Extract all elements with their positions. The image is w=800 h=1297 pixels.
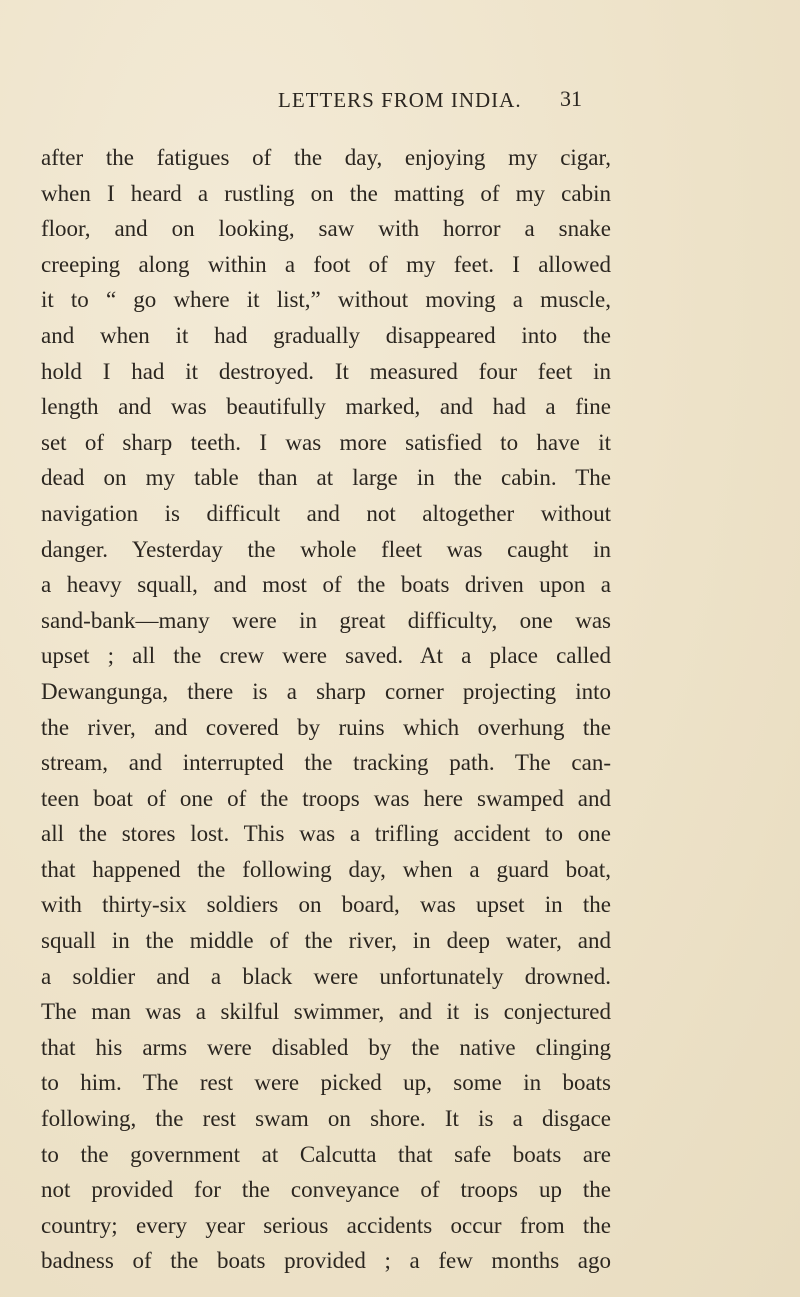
text-line: not provided for the conveyance of troops up the <box>41 1177 611 1203</box>
running-head <box>0 88 800 118</box>
page-number: 31 <box>560 86 582 111</box>
text-line: set of sharp teeth. I was more satisfied to have it <box>41 429 611 455</box>
body-text <box>41 140 611 1279</box>
text-line: hold I had it destroyed. It measured four feet in <box>41 358 611 384</box>
text-line: danger. Yesterday the whole fleet was caught in <box>41 536 611 562</box>
text-line: following, the rest swam on shore. It is a disgace <box>41 1106 611 1132</box>
text-line: all the stores lost. This was a trifling accident to one <box>41 821 611 847</box>
text-line: a soldier and a black were unfortunately drowned. <box>41 963 611 989</box>
text-line: that happened the following day, when a guard boat, <box>41 856 611 882</box>
text-line: badness of the boats provided ; a few months ago <box>41 1248 611 1274</box>
text-line: squall in the middle of the river, in deep water, and <box>41 928 611 954</box>
text-line: to him. The rest were picked up, some in boats <box>41 1070 611 1096</box>
text-line: with thirty-six soldiers on board, was upset in the <box>41 892 611 918</box>
text-line: after the fatigues of the day, enjoying my cigar, <box>41 145 611 170</box>
text-line: sand-bank—many were in great difficulty, one was <box>41 607 611 633</box>
running-title: LETTERS FROM INDIA. <box>278 88 522 112</box>
text-line: floor, and on looking, saw with horror a snake <box>41 216 611 242</box>
text-line: length and was beautifully marked, and had a fine <box>41 394 611 420</box>
text-line: when I heard a rustling on the matting of my cabin <box>41 180 611 206</box>
text-line: stream, and interrupted the tracking path. The can- <box>41 750 611 776</box>
text-line: upset ; all the crew were saved. At a place called <box>41 643 611 669</box>
text-line: navigation is difficult and not altogether without <box>41 500 611 526</box>
text-line: The man was a skilful swimmer, and it is conjectured <box>41 999 611 1025</box>
text-line: dead on my table than at large in the cabin. The <box>41 465 611 491</box>
text-line: the river, and covered by ruins which overhung the <box>41 714 611 740</box>
text-line: country; every year serious accidents occur from the <box>41 1212 611 1238</box>
text-line: that his arms were disabled by the native clinging <box>41 1034 611 1060</box>
text-line: teen boat of one of the troops was here swamped and <box>41 785 611 811</box>
text-line: to the government at Calcutta that safe boats are <box>41 1141 611 1167</box>
text-line: it to “ go where it list,” without moving a muscle, <box>41 287 611 313</box>
text-line: a heavy squall, and most of the boats driven upon a <box>41 572 611 598</box>
text-line: creeping along within a foot of my feet. I allowed <box>41 251 611 277</box>
text-line: and when it had gradually disappeared into the <box>41 322 611 348</box>
text-line: Dewangunga, there is a sharp corner projecting into <box>41 678 611 704</box>
